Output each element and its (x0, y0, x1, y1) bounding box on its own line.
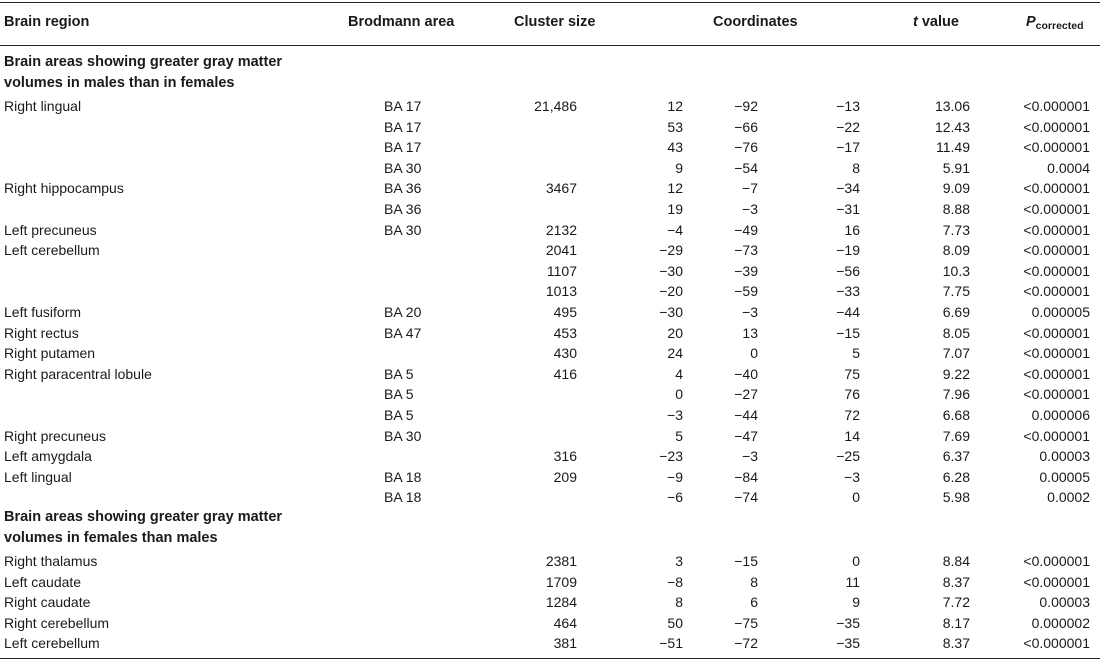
cell-y: −84 (734, 468, 758, 485)
cell-x: 53 (667, 118, 683, 135)
cell-p: <0.000001 (1023, 180, 1090, 197)
header-brain-region: Brain region (4, 14, 90, 30)
cell-size: 430 (553, 345, 577, 362)
cell-y: −40 (734, 365, 758, 382)
table-row (0, 613, 1100, 634)
cell-ba: BA 47 (384, 324, 422, 341)
cell-p: 0.000006 (1031, 407, 1090, 423)
cell-size: 2041 (545, 242, 577, 259)
cell-z: −17 (836, 139, 860, 156)
cell-z: −56 (836, 262, 860, 279)
cell-region: Right hippocampus (4, 180, 124, 197)
table-row (0, 323, 1100, 344)
cell-p: <0.000001 (1023, 283, 1090, 300)
cell-size: 416 (553, 365, 577, 382)
cell-z: −19 (836, 242, 860, 259)
cell-size: 21,486 (534, 98, 577, 114)
cell-t: 6.69 (942, 304, 970, 320)
cell-z: −35 (836, 635, 860, 652)
cell-x: 9 (675, 159, 683, 176)
table-row (0, 199, 1100, 220)
cell-p: <0.000001 (1023, 427, 1090, 444)
cell-ba: BA 36 (384, 201, 422, 217)
cell-x: 8 (675, 594, 683, 611)
cell-t: 13.06 (934, 98, 970, 114)
cell-y: −44 (734, 407, 758, 423)
cell-size: 464 (553, 614, 577, 631)
top-rule (0, 2, 1100, 3)
cell-p: 0.00005 (1039, 468, 1090, 485)
cell-region: Left lingual (4, 468, 72, 485)
cell-t: 7.96 (942, 386, 970, 403)
cell-z: 5 (852, 345, 860, 362)
cell-region: Right paracentral lobule (4, 365, 152, 382)
cell-ba: BA 18 (384, 468, 422, 485)
cell-y: 13 (742, 324, 758, 341)
header-rule (0, 45, 1100, 46)
cell-ba: BA 30 (384, 427, 422, 444)
table-row (0, 117, 1100, 138)
cell-y: −72 (734, 635, 758, 652)
cell-p: <0.000001 (1023, 262, 1090, 279)
cell-t: 7.07 (942, 345, 970, 362)
table-row (0, 384, 1100, 405)
bottom-rule (0, 658, 1100, 659)
cell-size: 381 (553, 635, 577, 652)
cell-x: −4 (667, 221, 683, 238)
cell-p: <0.000001 (1023, 386, 1090, 403)
cell-x: 24 (667, 345, 683, 362)
cell-p: <0.000001 (1023, 201, 1090, 217)
cell-z: 11 (845, 573, 860, 590)
table-row (0, 281, 1100, 302)
cell-y: 6 (750, 594, 758, 611)
table-row (0, 364, 1100, 385)
cell-x: −23 (659, 448, 683, 465)
table-row (0, 633, 1100, 654)
cell-x: 43 (667, 139, 683, 156)
header-t-value (913, 14, 959, 30)
cell-z: 76 (844, 386, 860, 403)
table-row (0, 467, 1100, 488)
cell-y: −49 (734, 221, 758, 238)
section-title-line1: Brain areas showing greater gray matter (4, 509, 283, 525)
cell-x: 4 (675, 365, 683, 382)
cell-ba: BA 17 (384, 139, 422, 156)
cell-x: −9 (667, 468, 683, 485)
cell-p: <0.000001 (1023, 98, 1090, 114)
section-title-line1: Brain areas showing greater gray matter (4, 54, 283, 70)
cell-x: −51 (659, 635, 683, 652)
header-p-subscript: corrected (1035, 20, 1084, 32)
cell-x: 19 (667, 201, 683, 217)
cell-x: −30 (659, 262, 683, 279)
cell-x: −3 (667, 407, 683, 423)
cell-t: 8.05 (942, 324, 970, 341)
cell-z: 0 (852, 489, 860, 506)
cell-y: −73 (734, 242, 758, 259)
section-title (4, 52, 364, 93)
cell-z: −25 (836, 448, 860, 465)
cell-t: 7.75 (942, 283, 970, 300)
cell-ba: BA 5 (384, 386, 414, 403)
cell-z: −3 (844, 468, 860, 485)
cell-ba: BA 17 (384, 118, 422, 135)
cell-t: 5.98 (942, 489, 970, 506)
cell-p: <0.000001 (1023, 118, 1090, 135)
table-row (0, 302, 1100, 323)
table-row (0, 405, 1100, 426)
cell-z: −33 (836, 283, 860, 300)
cell-x: −29 (659, 242, 683, 259)
cell-p: <0.000001 (1023, 553, 1090, 569)
cell-y: −76 (734, 139, 758, 156)
cell-ba: BA 18 (384, 489, 422, 506)
cell-t: 8.09 (942, 242, 970, 259)
cell-region: Left cerebellum (4, 242, 100, 259)
cell-size: 453 (553, 324, 577, 341)
cell-y: −66 (734, 118, 758, 135)
cell-t: 8.88 (942, 201, 970, 217)
cell-x: −20 (659, 283, 683, 300)
cell-z: −13 (836, 98, 860, 114)
cell-z: 72 (844, 407, 860, 423)
cell-z: 14 (844, 427, 860, 444)
cell-t: 9.09 (942, 180, 970, 197)
cell-size: 1013 (545, 283, 577, 300)
header-p-symbol: P (1026, 14, 1036, 30)
cell-region: Right caudate (4, 594, 91, 611)
cell-region: Left cerebellum (4, 635, 100, 652)
cell-p: 0.0002 (1047, 489, 1090, 506)
cell-y: −7 (742, 180, 758, 197)
cell-ba: BA 20 (384, 304, 422, 320)
cell-y: −92 (734, 98, 758, 114)
table-row (0, 426, 1100, 447)
table-row (0, 487, 1100, 508)
cell-t: 12.43 (934, 118, 970, 135)
cell-p: <0.000001 (1023, 635, 1090, 652)
cell-x: −8 (667, 573, 683, 590)
cell-p: <0.000001 (1023, 365, 1090, 382)
table-row (0, 240, 1100, 261)
cell-z: 16 (844, 221, 860, 238)
cell-t: 6.68 (942, 407, 970, 423)
cell-z: −22 (836, 118, 860, 135)
cell-y: −59 (734, 283, 758, 300)
cell-p: <0.000001 (1023, 324, 1090, 341)
table-row (0, 592, 1100, 613)
cell-t: 8.17 (942, 614, 970, 631)
cell-size: 1284 (545, 594, 577, 611)
table-row (0, 446, 1100, 467)
cell-t: 10.3 (942, 262, 970, 279)
cell-y: −74 (734, 489, 758, 506)
cell-size: 2132 (545, 221, 577, 238)
header-coordinates: Coordinates (713, 14, 798, 30)
cell-x: 20 (667, 324, 683, 341)
cell-p: 0.0004 (1047, 159, 1090, 176)
cell-ba: BA 36 (384, 180, 422, 197)
cell-size: 209 (553, 468, 577, 485)
cell-p: 0.000005 (1031, 304, 1090, 320)
cell-ba: BA 30 (384, 221, 422, 238)
header-t-symbol: t (913, 14, 918, 30)
cell-z: −35 (836, 614, 860, 631)
cell-x: 12 (667, 180, 683, 197)
cell-region: Left precuneus (4, 221, 97, 238)
cell-t: 7.69 (942, 427, 970, 444)
cell-t: 11.49 (936, 139, 970, 156)
cell-t: 9.22 (942, 365, 970, 382)
cell-size: 1107 (546, 262, 577, 279)
table-row (0, 551, 1100, 572)
cell-y: −3 (742, 448, 758, 465)
cell-z: 75 (844, 365, 860, 382)
table-row (0, 158, 1100, 179)
cell-region: Right putamen (4, 345, 96, 362)
cell-t: 8.84 (942, 553, 970, 569)
cell-region: Right cerebellum (4, 614, 110, 631)
cell-region: Left amygdala (4, 448, 92, 465)
cell-ba: BA 5 (384, 365, 414, 382)
cell-z: 0 (852, 553, 860, 569)
cell-x: 12 (667, 98, 683, 114)
cell-region: Left fusiform (4, 304, 82, 320)
cell-t: 5.91 (942, 159, 970, 176)
cell-y: −15 (734, 553, 758, 569)
cell-p: <0.000001 (1023, 139, 1090, 156)
table-row (0, 572, 1100, 593)
cell-y: 8 (750, 573, 758, 590)
section-title-line2: volumes in females than males (4, 529, 218, 546)
table-row (0, 220, 1100, 241)
cell-region: Right rectus (4, 324, 79, 341)
cell-z: −44 (836, 304, 860, 320)
cell-size: 2381 (545, 553, 577, 569)
table-row (0, 178, 1100, 199)
table-row (0, 261, 1100, 282)
cell-t: 8.37 (942, 635, 970, 652)
cell-t: 6.37 (942, 448, 970, 465)
cell-y: 0 (750, 345, 758, 362)
cell-y: −54 (734, 159, 758, 176)
cell-t: 8.37 (942, 573, 970, 590)
cell-z: 8 (852, 159, 860, 176)
cell-y: −39 (734, 262, 758, 279)
cell-x: −6 (667, 489, 683, 506)
cell-p: 0.000002 (1031, 614, 1090, 631)
cell-size: 1709 (545, 573, 577, 590)
cell-ba: BA 17 (384, 98, 422, 114)
table-row (0, 96, 1100, 117)
cell-x: 3 (675, 553, 683, 569)
cell-region: Right thalamus (4, 553, 98, 569)
cell-p: 0.00003 (1039, 448, 1090, 465)
cell-p: 0.00003 (1039, 594, 1090, 611)
cell-ba: BA 30 (384, 159, 422, 176)
cell-size: 3467 (545, 180, 577, 197)
cell-x: 0 (675, 386, 683, 403)
cell-z: −31 (836, 201, 860, 217)
header-t-label: value (917, 14, 959, 30)
cell-p: <0.000001 (1023, 221, 1090, 238)
cell-y: −75 (734, 614, 758, 631)
cell-t: 7.72 (942, 594, 970, 611)
cell-ba: BA 5 (384, 407, 414, 423)
cell-size: 316 (553, 448, 577, 465)
cell-region: Left caudate (4, 573, 82, 590)
cell-p: <0.000001 (1023, 345, 1090, 362)
cell-size: 495 (553, 304, 577, 320)
section-title-line2: volumes in males than in females (4, 74, 235, 91)
cell-y: −3 (742, 304, 758, 320)
cell-x: 5 (675, 427, 683, 444)
cell-t: 7.73 (942, 221, 970, 238)
cell-z: −15 (836, 324, 860, 341)
cell-y: −3 (742, 201, 758, 217)
cell-p: <0.000001 (1023, 242, 1090, 259)
cell-x: 50 (667, 614, 683, 631)
cell-p: <0.000001 (1023, 573, 1090, 590)
table-row (0, 137, 1100, 158)
table-row (0, 343, 1100, 364)
header-cluster-size: Cluster size (514, 14, 596, 30)
cell-region: Right precuneus (4, 427, 106, 444)
header-brodmann-area: Brodmann area (348, 14, 455, 30)
cell-z: 9 (852, 594, 860, 611)
header-p-corrected (1026, 14, 1084, 32)
section-title (4, 507, 364, 548)
cell-y: −27 (734, 386, 758, 403)
cell-y: −47 (734, 427, 758, 444)
cell-z: −34 (836, 180, 860, 197)
cell-t: 6.28 (942, 468, 970, 485)
cell-region: Right lingual (4, 98, 82, 114)
cell-x: −30 (659, 304, 683, 320)
